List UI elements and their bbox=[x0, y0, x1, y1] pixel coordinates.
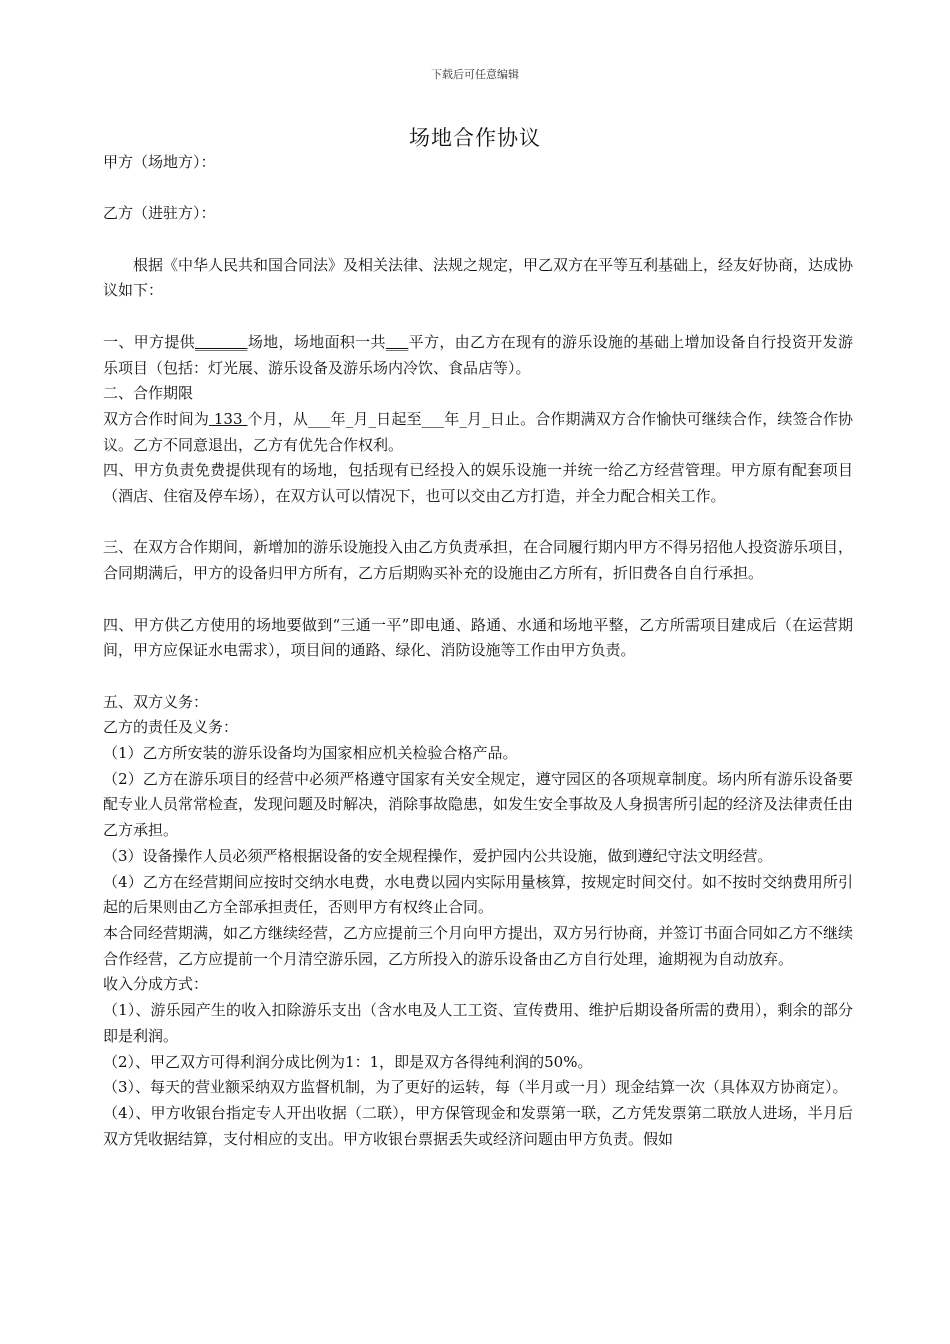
clause-1-blank-area: ___ bbox=[385, 332, 409, 351]
clause-2-heading: 二、合作期限 bbox=[103, 384, 194, 403]
clause-4a-paragraph: 四、甲方负责免费提供现有的场地，包括现有已经投入的娱乐设施一并统一给乙方经营管理。甲方原有配套项目（酒店、住宿及停车场），在双方认可以情况下，也可以交由乙方打造，并全力配合相关工作。 bbox=[103, 461, 853, 506]
clause-4b-paragraph: 四、甲方供乙方使用的场地要做到“三通一平”即电通、路通、水通和场地平整，乙方所需项目建成后（在运营期间，甲方应保证水电需求），项目间的通路、绿化、消防设施等工作由甲方负责。 bbox=[103, 615, 853, 660]
page-header: 下载后可任意编辑 bbox=[431, 68, 519, 81]
clause-5-heading: 五、双方义务： bbox=[103, 692, 209, 711]
revenue-heading: 收入分成方式： bbox=[103, 975, 209, 994]
clause-1-prefix: 一、甲方提供 bbox=[103, 332, 195, 351]
duty-item: 本合同经营期满，如乙方继续经营，乙方应提前三个月向甲方提出，双方另行协商，并签订书面合同如乙方不继续合作经营，乙方应提前一个月清空游乐园，乙方所投入的游乐设备由乙方自行处理，逾期视为自动放弃。 bbox=[103, 924, 854, 968]
clause-1-rest: 平方，由乙方在现有的游乐设施的基础上增加设备自行投资开发游乐项目（包括：灯光展、游乐设备及游乐场内冷饮、食品店等）。 bbox=[103, 332, 853, 377]
clause-1-mid: 场地，场地面积一共 bbox=[247, 332, 386, 351]
clause-2-rest: 个月，从___年_月_日起至___年_月_日止。合作期满双方合作愉快可继续合作，续签合作协议。乙方不同意退出，乙方有优先合作权利。 bbox=[103, 409, 853, 454]
clause-3-paragraph: 三、在双方合作期间，新增加的游乐设施投入由乙方负责承担，在合同履行期内甲方不得另招他人投资游乐项目，合同期满后，甲方的设备归甲方所有，乙方后期购买补充的设施由乙方所有，折旧费各自自行承担。 bbox=[103, 538, 854, 583]
clause-2-months: 133 bbox=[208, 409, 248, 428]
duty-item: （1）乙方所安装的游乐设备均为国家相应机关检验合格产品。 bbox=[103, 744, 518, 763]
duty-item: （2）乙方在游乐项目的经营中必须严格遵守国家有关安全规定，遵守园区的各项规章制度。场内所有游乐设备要配专业人员常常检查，发现问题及时解决，消除事故隐患，如发生安全事故及人身损害所引起的经济及法律责任由乙方承担。 bbox=[103, 769, 854, 840]
preamble-paragraph: 根据《中华人民共和国合同法》及相关法律、法规之规定，甲乙双方在平等互利基础上，经友好协商，达成协议如下： bbox=[103, 255, 854, 300]
document-title: 场地合作协议 bbox=[409, 126, 541, 150]
revenue-item: （1）、游乐园产生的收入扣除游乐支出（含水电及人工工资、宣传费用、维护后期设备所需的费用），剩余的部分即是利润。 bbox=[103, 1001, 853, 1045]
revenue-item: （2）、甲乙双方可得利润分成比例为1：1，即是双方各得纯利润的50%。 bbox=[103, 1052, 593, 1071]
clause-1-blank-venue: _______ bbox=[195, 332, 248, 351]
revenue-item: （4）、甲方收银台指定专人开出收据（二联），甲方保管现金和发票第一联，乙方凭发票第二联放人进场，半月后双方凭收据结算，支付相应的支出。甲方收银台票据丢失或经济问题由甲方负责。假如 bbox=[103, 1103, 853, 1148]
clause-1-paragraph bbox=[103, 330, 853, 381]
clause-2-paragraph bbox=[103, 407, 853, 458]
clause-2-prefix: 双方合作时间为 bbox=[103, 409, 209, 428]
duties-heading: 乙方的责任及义务： bbox=[103, 718, 239, 737]
party-a-line: 甲方（场地方）： bbox=[103, 153, 216, 171]
document-body bbox=[103, 150, 853, 1152]
party-b-line: 乙方（进驻方）： bbox=[103, 204, 216, 223]
revenue-item: （3）、每天的营业额采纳双方监督机制，为了更好的运转，每（半月或一月）现金结算一次（具体双方协商定）。 bbox=[103, 1078, 848, 1097]
duty-item: （3）设备操作人员必须严格根据设备的安全规程操作，爱护园内公共设施，做到遵纪守法文明经营。 bbox=[103, 846, 773, 865]
duty-item: （4）乙方在经营期间应按时交纳水电费，水电费以园内实际用量核算，按规定时间交付。如不按时交纳费用所引起的后果则由乙方全部承担责任，否则甲方有权终止合同。 bbox=[103, 872, 853, 917]
